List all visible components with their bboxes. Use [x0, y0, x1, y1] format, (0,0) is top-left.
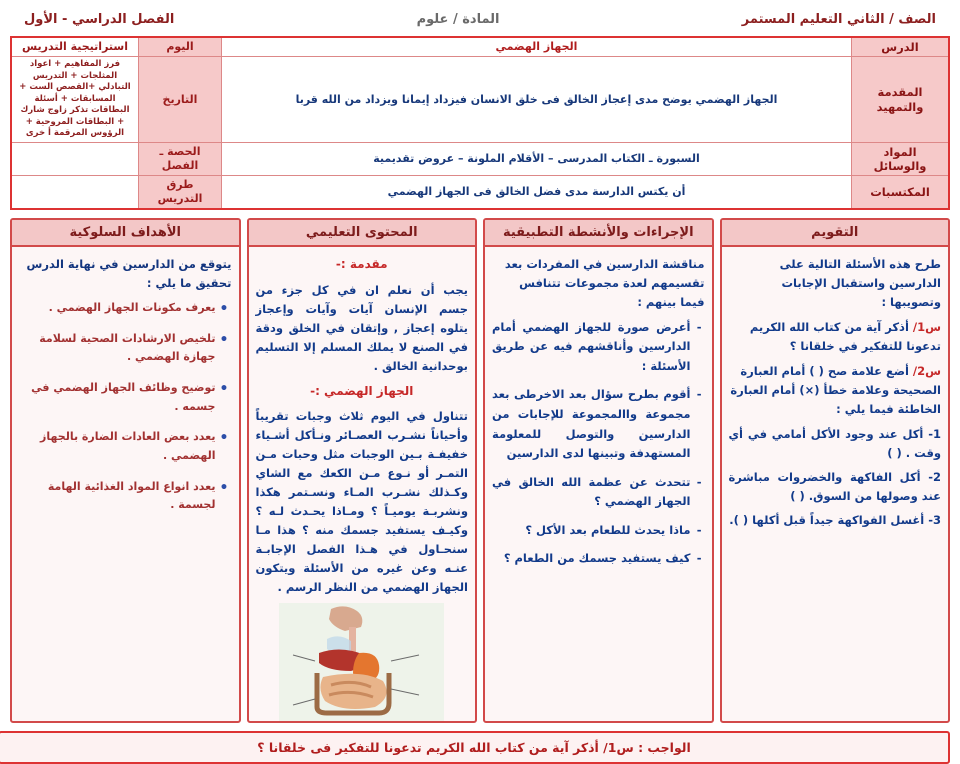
meta-value-outcomes: أن يكتس الدارسة مدى فضل الخالق فى الجهاز الهضمي [222, 176, 852, 209]
column-body-assessment [722, 247, 949, 543]
list-item: - ماذا يحدث للطعام بعد الأكل ؟ [492, 521, 691, 541]
column-body-content [249, 247, 476, 721]
table-row [11, 176, 949, 209]
meta-value-strategies: فرز المفاهيم + اعواد المثلجات + التدريس التبادلي +القصص الست + المسابقات + أسئلة البطاقات تذكر زاوج شارك + البطاقات المروحية + الرؤوس المرقمة أ خرى [11, 57, 139, 142]
assessment-q2-label: س2/ [912, 363, 941, 378]
objectives-intro: يتوقع من الدارسين في نهاية الدرس تحقيق ما يلي : [26, 256, 232, 290]
list-item: 1- أكل عند وجود الأكل أمامي في أي وقت . ( ) [728, 426, 941, 460]
header-subject: المادة / علوم [416, 11, 500, 27]
assessment-q1-label: س1/ [912, 319, 941, 334]
column-title-content: المحتوى التعليمي [249, 220, 476, 247]
digestive-system-diagram-icon [279, 603, 444, 721]
column-title-objectives: الأهداف السلوكية [12, 220, 239, 247]
procedures-intro: مناقشة الدارسين في المفردات بعد تقسيمهم لعدة مجموعات تتنافس فيما بينهم : [504, 256, 705, 309]
content-section-text: تتناول في اليوم ثلاث وجبات تقريباً وأحياناً نشـرب العصـائر ونـأكل أشـياء خفيفـة بـين الوجبات مثل وحبات مـن التمـر أو نـوع مـن الكعك مع الشاي وكـذلك نشـرب المـاء ونسـتمر هكذا ونشربـة يوميـاً ؟ ومـاذا يحـدث لـه ؟ وكيـف يستفيد جسمك منه ؟ هذا مـا سنحـاول في هـذا الفصل الإجابـة عنـه وعن غيره من الأسئلة ويتكون الجهاز الهضمي من النظر الرسم . [255, 409, 468, 595]
list-item: • يعدد انواع المواد الغذائية الهامة لجسمة . [19, 478, 216, 515]
procedures-items [492, 318, 705, 569]
list-item: - أقوم بطرح سؤال بعد الاخرطى بعد مجموعة واالمجموعة للإجابات من الدارسين والتوصل للمعلومة المستهدفة وتبينها لدى الدارسين [492, 385, 691, 463]
table-row [11, 37, 949, 57]
list-item: • تلخيص الارشادات الصحية لسلامة جهازة الهضمي . [19, 330, 216, 367]
column-objectives [10, 218, 241, 723]
assessment-q2-text: أضع علامة صح ( ) أمام العبارة الصحيحة وعلامة خطأ (×) أمام العبارة الخاطئة فيما يلي : [730, 363, 941, 416]
homework-footer [0, 731, 950, 764]
list-item: - أعرض صورة للجهاز الهضمي أمام الدارسين وأناقشهم فيه عن طريق الأسئلة : [492, 318, 691, 377]
column-assessment [720, 218, 951, 723]
meta-label-materials: المواد والوسائل [852, 142, 950, 176]
assessment-items [729, 425, 942, 530]
table-row [11, 57, 949, 142]
meta-value-lesson: الجهاز الهضمي [222, 37, 852, 57]
meta-value-methods [11, 176, 139, 209]
meta-label-day: اليوم [139, 37, 222, 57]
document-header [10, 6, 950, 32]
column-title-procedures: الإجراءات والأنشطة التطبيقية [485, 220, 712, 247]
list-item: 3- أغسل الفواكهة جيداً قبل أكلها ( ). [729, 512, 941, 527]
list-item: 2- أكل الفاكهة والخضروات مباشرة عند وصولها من السوق. ( ) [728, 469, 941, 503]
list-item: • يعدد بعض العادات الضارة بالجهاز الهضمي . [19, 428, 216, 465]
assessment-intro: طرح هذه الأسئلة التالية على الدارسين واستقبال الإجابات وتصويبها : [779, 256, 941, 309]
assessment-question-2 [729, 362, 942, 419]
lesson-columns [10, 218, 950, 723]
column-body-procedures [485, 247, 712, 586]
homework-text: س1/ أذكر آية من كتاب الله الكريم تدعونا للتفكير فى خلقانا ؟ [257, 739, 634, 755]
content-intro-heading: مقدمة :- [335, 256, 388, 271]
objectives-items [19, 299, 232, 515]
list-item: • توضيح وظائف الجهاز الهضمي في جسمه . [19, 379, 216, 416]
meta-label-period: الحصة ـ الفصل [139, 142, 222, 176]
homework-label: الواجب : [638, 739, 691, 755]
meta-value-period [11, 142, 139, 176]
content-section-heading: الجهاز الهضمي :- [310, 383, 414, 398]
assessment-question-1 [729, 318, 942, 356]
content-section-label [256, 382, 469, 402]
meta-label-date: التاريخ [139, 57, 222, 142]
column-body-objectives [12, 247, 239, 535]
column-title-assessment: التقويم [722, 220, 949, 247]
content-intro-text: يجب أن نعلم ان في كل جزء من جسم الإنسان آيات وآيات وإعجاز يتلوه إعجاز , وإتقان في الخلق ودقة في الصنع لا يملك المسلم إلا التسليم بوحدانية الخالق . [255, 282, 468, 373]
meta-label-introduction: المقدمة والتمهيد [852, 57, 950, 142]
assessment-q1-text: أذكر آية من كتاب الله الكريم تدعونا للتفكير في خلقانا ؟ [749, 319, 941, 353]
meta-value-introduction: الجهاز الهضمي يوضح مدى إعجاز الخالق فى خلق الانسان فيزداد إيمانا ويزداد من الله قربا [222, 57, 852, 142]
header-grade: الصف / الثاني التعليم المستمر [741, 11, 936, 27]
lesson-meta-table [10, 36, 950, 210]
content-intro-label [256, 255, 469, 275]
list-item: - كيف يستفيد جسمك من الطعام ؟ [492, 549, 691, 569]
column-procedures [483, 218, 714, 723]
meta-value-strategy-header: استراتيجية التدريس [11, 37, 139, 57]
meta-label-methods: طرق التدريس [139, 176, 222, 209]
meta-value-materials: السبورة ـ الكتاب المدرسى – الأقلام الملونة – عروض تقديمية [222, 142, 852, 176]
meta-label-outcomes: المكتسبات [852, 176, 950, 209]
list-item: - تتحدث عن عظمة الله الخالق في الجهاز الهضمي ؟ [492, 473, 691, 512]
list-item: • يعرف مكونات الجهاز الهضمي . [19, 299, 216, 318]
meta-label-lesson: الدرس [852, 37, 950, 57]
table-row [11, 142, 949, 176]
header-term: الفصل الدراسي - الأول [24, 11, 175, 27]
column-content [247, 218, 478, 723]
